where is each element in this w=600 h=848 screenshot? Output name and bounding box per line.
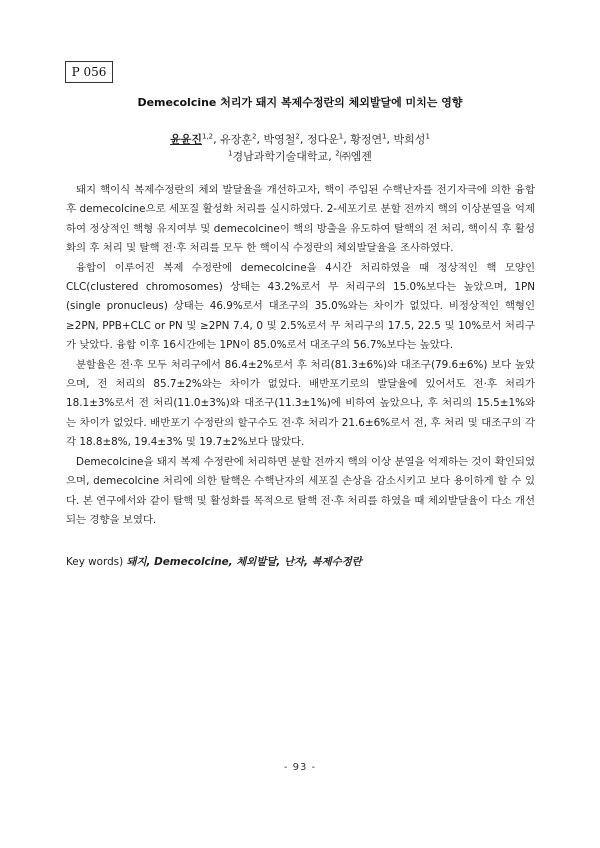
- abstract-paragraph: 돼지 핵이식 복제수정란의 체외 발달율을 개선하고자, 핵이 주입된 수핵난자를 전기자극에 의한 융합 후 demecolcine으로 세포질 활성화 처리를 실시하였다. 2-세포기로 분할 전까지 핵의 이상분열을 억제하여 정상적인 핵형 유지여부 및 demecolcine이 핵의 방출을 유도하여 탈핵의 전 처리, 핵이식 후 활성화의 후 처리 및 탈핵 전·후 처리를 모두 한 핵이식 수정란의 체외발달율을 조사하였다.: [66, 184, 535, 255]
- author-name: 유장훈: [220, 133, 252, 146]
- author-name: 정다운: [306, 133, 339, 146]
- keywords-terms: 돼지, Demecolcine, 체외발달, 난자, 복제수정란: [126, 556, 362, 568]
- abstract-body: [66, 181, 535, 530]
- affiliation-list: $^1$경남과학기술대학교, $^2$㈜엠젠: [228, 149, 372, 163]
- author-name: 황정연: [350, 133, 383, 146]
- affiliation-mark: 1: [228, 149, 233, 158]
- author-affiliation-mark: 2: [252, 132, 257, 141]
- paper-title: Demecolcine 처리가 돼지 복제수정란의 체외발달에 미치는 영향: [137, 96, 463, 109]
- author-affiliation-mark: 2: [295, 132, 300, 141]
- keywords-label: Key words): [66, 556, 124, 568]
- affiliation-name: 경남과학기술대학교: [232, 150, 329, 163]
- affiliation-name: ㈜엠젠: [339, 150, 372, 163]
- page-number: - 93 -: [283, 762, 317, 773]
- abstract-paragraph: Demecolcine을 돼지 복제 수정란에 처리하면 분할 전까지 핵의 이상 분열을 억제하는 것이 확인되었으며, demecolcine 처리에 의한 탈핵은 수핵난자의 세포질 손상을 감소시키고 보다 용이하게 할 수 있다. 본 연구에서와 같이 탈핵 및 활성화를 목적으로 탈핵 전·후 처리를 하였을 때 체외발달율이 다소 개선되는 경향을 보였다.: [66, 455, 535, 526]
- abstract-paragraph: 융합이 이루어진 복제 수정란에 demecolcine을 4시간 처리하였을 때 정상적인 핵 모양인 CLC(clustered chromosomes) 상태는 43.2%로서 무 처리구의 15.0%보다는 높았으며, 1PN (single pronucleus) 상태는 46.9%로서 대조구의 35.0%와는 차이가 없었다. 비정상적인 핵형인 ≥2PN, PPB+CLC or PN 및 ≥2PN 7.4, 0 및 2.5%로서 무 처리구의 17.5, 22.5 및 10%로서 처리구가 낮았다. 융합 이후 16시간에는 1PN이 85.0%로서 대조구의 56.7%보다는 높았다.: [66, 261, 535, 352]
- abstract-paragraph: 분할율은 전·후 모두 처리구에서 86.4±2%로서 후 처리(81.3±6%)와 대조구(79.6±6%) 보다 높았으며, 전 처리의 85.7±2%와는 차이가 없었다. 배반포기로의 발달율에 있어서도 전·후 처리가 18.1±3%로서 전 처리(11.0±3%)와 대조구(11.3±1%)에 비하여 높았으나, 후 처리의 15.5±1%와는 차이가 없었다. 배반포기 수정란의 할구수도 전·후 처리가 21.6±6%로서 전, 후 처리 및 대조구의 각각 18.8±8%, 19.4±3% 및 19.7±2%보다 많았다.: [66, 358, 535, 449]
- author-affiliation-mark: 1: [382, 132, 387, 141]
- author-name: 윤윤진: [170, 133, 202, 146]
- author-name: 박영철: [263, 133, 296, 146]
- author-affiliation-mark: 1: [338, 132, 344, 141]
- author-list: 윤윤진$^{1,2}$, 유장훈$^2$, 박영철$^2$, 정다운$^1$, 황정연$^1$, 박희성$^1$: [170, 132, 430, 146]
- author-affiliation-mark: 1: [425, 132, 430, 141]
- affiliation-mark: 2: [335, 149, 340, 158]
- author-name: 박희성: [393, 133, 426, 146]
- author-affiliation-mark: 1,2: [201, 132, 214, 141]
- keywords-line: [66, 553, 535, 571]
- abstract-code-box: P 056: [65, 61, 113, 83]
